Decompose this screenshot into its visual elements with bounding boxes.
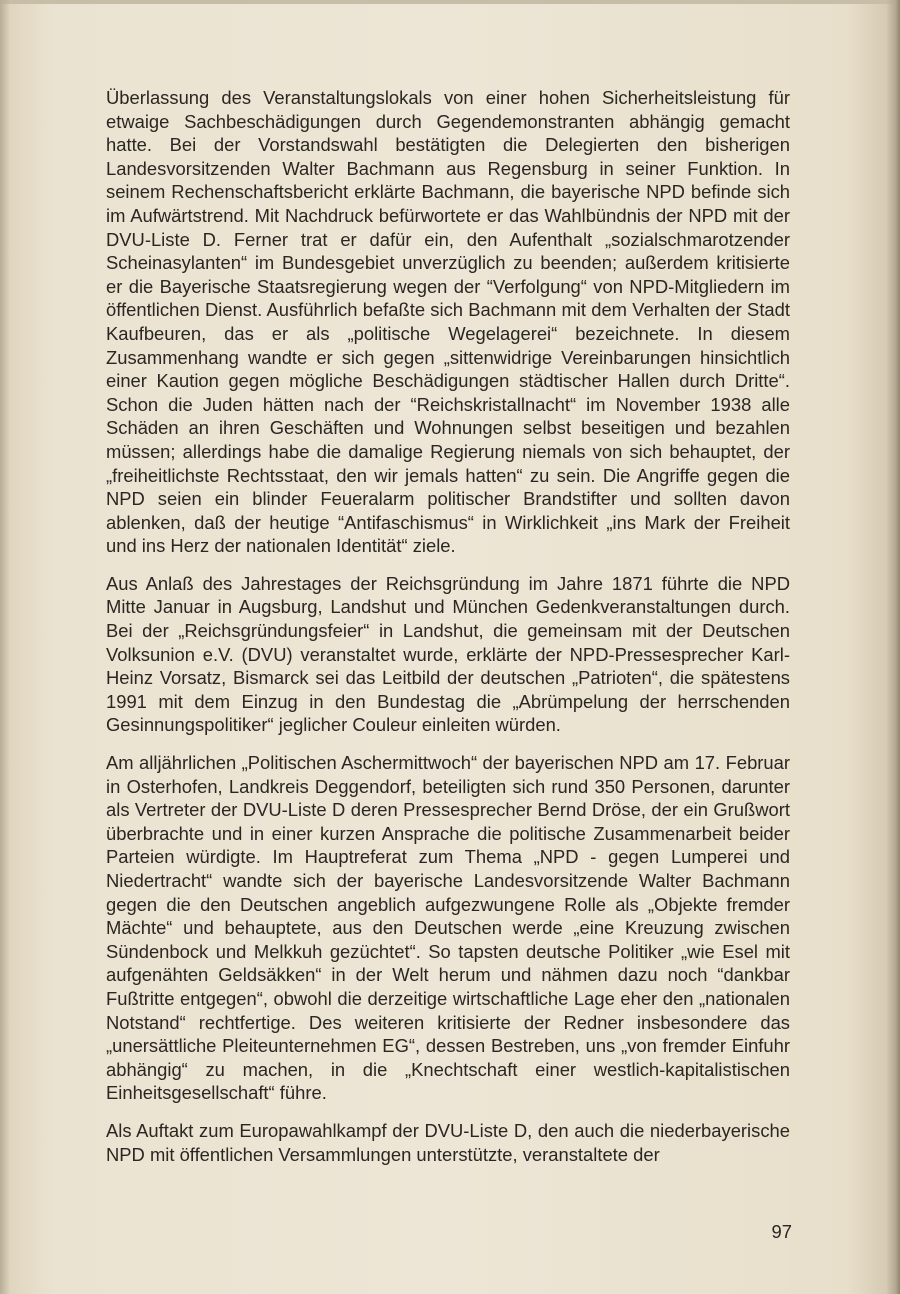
page-number: 97 [771,1221,792,1242]
page-left-shadow [0,0,10,1294]
paragraph: Am alljährlichen „Politischen Aschermittwoch“ der bayerischen NPD am 17. Februar in Osterhofen, Landkreis Deggendorf, beteiligten sich rund 350 Personen, darunter als Vertreter der DVU-Liste D deren Pressesprecher Bernd Dröse, der ein Grußwort überbrachte und in einer kurzen Ansprache die politische Zusammenarbeit beider Parteien würdigte. Im Hauptreferat zum Thema „NPD - gegen Lumperei und Niedertracht“ wandte sich der bayerische Landesvorsitzende Walter Bachmann gegen die den Deutschen angeblich aufgezwungene Rolle als „Objekte fremder Mächte“ und behauptete, aus den Deutschen werde „eine Kreuzung zwischen Sündenbock und Melkkuh gezüchtet“. So tapsten deutsche Politiker „wie Esel mit aufgenähten Geldsäkken“ in der Welt herum und nähmen dazu noch “dankbar Fußtritte entgegen“, obwohl die derzeitige wirtschaftliche Lage eher den „nationalen Notstand“ rechtfertige. Des weiteren kritisierte der Redner insbesondere das „unersättliche Pleiteunternehmen EG“, dessen Bestreben, uns „von fremder Einfuhr abhängig“ zu machen, in die „Knechtschaft einer westlich-kapitalistischen Einheitsgesellschaft“ führe. [106,752,790,1104]
body-text [106,86,790,1180]
paragraph: Überlassung des Veranstaltungslokals von einer hohen Sicherheitsleistung für etwaige Sachbeschädigungen durch Gegendemonstranten abhängig gemacht hatte. Bei der Vorstandswahl bestätigten die Delegierten den bisherigen Landesvorsitzenden Walter Bachmann aus Regensburg in seiner Funktion. In seinem Rechenschaftsbericht erklärte Bachmann, die bayerische NPD befinde sich im Aufwärtstrend. Mit Nachdruck befürwortete er das Wahlbündnis der NPD mit der DVU-Liste D. Ferner trat er dafür ein, den Aufenthalt „sozialschmarotzender Scheinasylanten“ im Bundesgebiet unverzüglich zu beenden; außerdem kritisierte er die Bayerische Staatsregierung wegen der “Verfolgung“ von NPD-Mitgliedern im öffentlichen Dienst. Ausführlich befaßte sich Bachmann mit dem Verhalten der Stadt Kaufbeuren, das er als „politische Wegelagerei“ bezeichnete. In diesem Zusammenhang wandte er sich gegen „sittenwidrige Vereinbarungen hinsichtlich einer Kaution gegen mögliche Beschädigungen städtischer Hallen durch Dritte“. Schon die Juden hätten nach der “Reichskristallnacht“ im November 1938 alle Schäden an ihren Geschäften und Wohnungen selbst beseitigen und bezahlen müssen; allerdings habe die damalige Regierung niemals von sich behauptet, der „freiheitlichste Rechtsstaat, den wir jemals hatten“ zu sein. Die Angriffe gegen die NPD seien ein blinder Feueralarm politischer Brandstifter und sollten davon ablenken, daß der heutige “Antifaschismus“ in Wirklichkeit „ins Mark der Freiheit und ins Herz der nationalen Identität“ ziele. [106,87,790,557]
page-right-edge [886,0,900,1294]
paragraph: Als Auftakt zum Europawahlkampf der DVU-Liste D, den auch die niederbayerische NPD mit öffentlichen Versammlungen unterstützte, veranstaltete der [106,1119,790,1165]
paragraph: Aus Anlaß des Jahrestages der Reichsgründung im Jahre 1871 führte die NPD Mitte Januar in Augsburg, Landshut und München Gedenkveranstaltungen durch. Bei der „Reichsgründungsfeier“ in Landshut, die gemeinsam mit der Deutschen Volksunion e.V. (DVU) veranstaltet wurde, erklärte der NPD-Pressesprecher Karl-Heinz Vorsatz, Bismarck sei das Leitbild der deutschen „Patrioten“, die spätestens 1991 mit dem Einzug in den Bundestag die „Abrümpelung der herrschenden Gesinnungspolitiker“ jeglicher Couleur einleiten würden. [106,572,790,736]
page-top-edge [0,0,900,4]
